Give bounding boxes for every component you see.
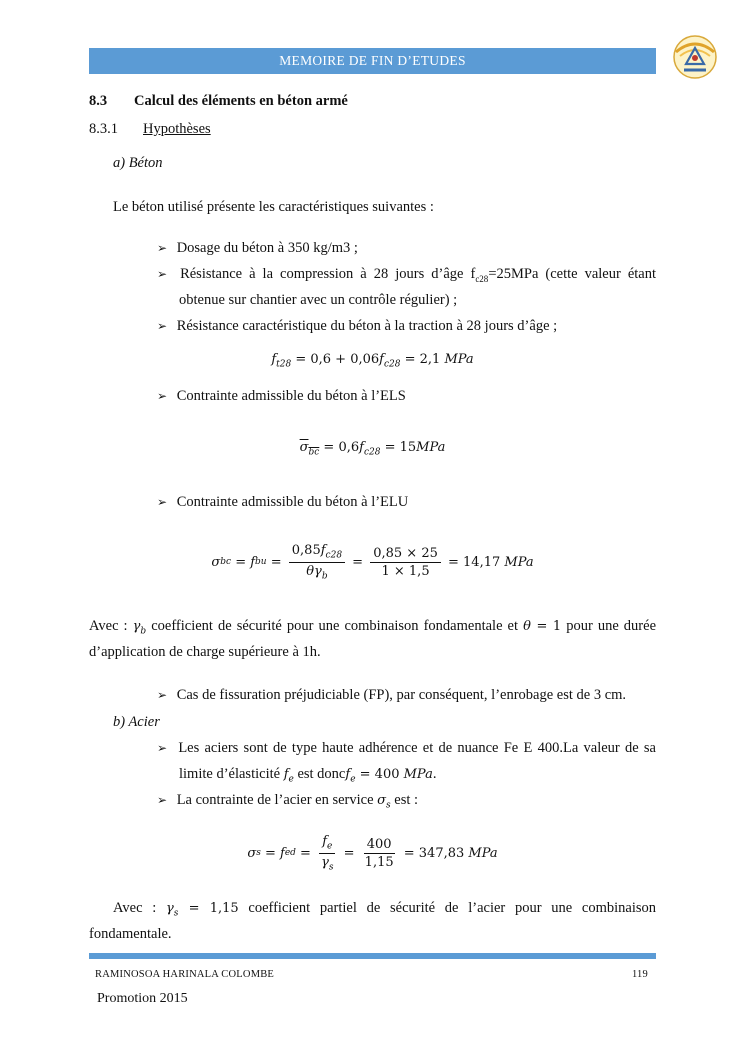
acier-bullet-1-line2 xyxy=(179,766,436,785)
acier-fe2-val: = 400 xyxy=(355,767,404,782)
beton-avec-c: pour une durée xyxy=(561,618,656,634)
beton-bullet-2-sub: c28 xyxy=(475,273,489,284)
beton-bullet-5 xyxy=(157,494,408,511)
subsection-number: 8.3.1 xyxy=(89,121,118,137)
eq-ft28-unit: MPa xyxy=(444,352,474,367)
eq-s-eq1: = xyxy=(260,845,281,861)
acier-avec-line1 xyxy=(113,900,656,919)
eq-elu-unit: MPa xyxy=(504,554,534,570)
beton-bullet-2 xyxy=(157,266,656,284)
beton-bullet-1 xyxy=(157,240,358,257)
acier-bullet-2-text-b: est : xyxy=(390,792,419,808)
beton-intro: Le béton utilisé présente les caractéristiques suivantes : xyxy=(113,199,434,215)
eq-elu-eq3: = xyxy=(348,554,368,570)
beton-avec-b: coefficient de sécurité pour une combinaison fondamentale et xyxy=(146,618,524,634)
eq-elu-lhs-sub: bc xyxy=(220,557,232,568)
equation-sigma-s xyxy=(0,834,745,872)
equation-sigma-elu xyxy=(0,543,745,581)
acier-bullet-2-text-a: La contrainte de l’acier en service xyxy=(176,792,378,808)
acier-avec-b: coefficient partiel de sécurité de l’acier pour une combinaison xyxy=(238,900,656,916)
beton-bullet-4-text: Contrainte admissible du béton à l’ELS xyxy=(176,388,406,404)
arrow-bullet-icon: ➢ xyxy=(157,241,168,255)
arrow-bullet-icon: ➢ xyxy=(157,267,168,281)
eq-s-unit: MPa xyxy=(468,845,498,861)
equation-ft28 xyxy=(0,352,745,370)
eq-elu-row xyxy=(211,543,533,581)
eq-ft28-f: f xyxy=(271,352,277,367)
beton-bullet-5-text: Contrainte admissible du béton à l’ELU xyxy=(176,494,409,510)
beton-avec-theta: θ xyxy=(523,619,531,634)
eq-elu-fraction-1 xyxy=(289,543,345,581)
acier-sigma: σ xyxy=(377,793,387,808)
beton-bullet-3-text: Résistance caractéristique du béton à la traction à 28 jours d’âge ; xyxy=(176,318,558,334)
eq-s-frac1-num: f xyxy=(322,834,328,849)
acier-fe2-sub: e xyxy=(350,774,356,785)
arrow-bullet-icon: ➢ xyxy=(157,793,168,807)
acier-avec-a: Avec : xyxy=(113,900,166,916)
acier-fe-math xyxy=(283,767,294,785)
eq-s-frac1-den-sub: s xyxy=(328,862,334,873)
eq-s-frac1-num-sub: e xyxy=(327,841,333,852)
arrow-bullet-icon: ➢ xyxy=(157,688,168,702)
beton-bullet-6-text: Cas de fissuration préjudiciable (FP), par conséquent, l’enrobage est de 3 cm. xyxy=(176,687,627,703)
eq-els-sigma-bar xyxy=(299,440,320,458)
eq-s-fed-sub: ed xyxy=(284,848,296,859)
eq-els-result: = 15 xyxy=(380,440,417,455)
beton-avec-gamma-math xyxy=(132,619,147,637)
beton-avec-a: Avec : xyxy=(89,618,133,634)
eq-ft28-rhs: = 0,6 + 0,06 xyxy=(291,352,380,367)
acier-fe2: f xyxy=(345,767,351,782)
acier-sigma-sub: s xyxy=(386,800,391,811)
eq-elu-fbu: f xyxy=(250,554,256,570)
acier-bullet-1-line2-b: est donc xyxy=(293,766,346,782)
section-number: 8.3 xyxy=(89,93,108,109)
eq-s-fraction-2 xyxy=(362,837,397,870)
eq-elu-frac2-num: 0,85 × 25 xyxy=(370,546,441,563)
beton-bullet-1-text: Dosage du béton à 350 kg/m3 ; xyxy=(176,240,358,256)
acier-bullet-2 xyxy=(157,792,418,811)
eq-els-unit: MPa xyxy=(416,440,446,455)
beton-bullet-3 xyxy=(157,318,557,335)
equation-sigma-els xyxy=(0,440,745,458)
acier-sigma-math xyxy=(377,793,391,811)
beton-avec-gamma: γ xyxy=(132,619,141,634)
footer-promotion: Promotion 2015 xyxy=(97,991,188,1006)
eq-ft28-sub: t28 xyxy=(276,359,292,370)
eq-elu-frac1-den: θγ xyxy=(306,563,322,579)
eq-s-frac2-den: 1,15 xyxy=(364,854,394,870)
eq-ft28-result: = 2,1 xyxy=(400,352,445,367)
eq-elu-fraction-2 xyxy=(370,546,441,579)
beton-heading: a) Béton xyxy=(113,155,163,171)
beton-avec-theta-eq: = 1 xyxy=(530,619,562,634)
acier-heading: b) Acier xyxy=(113,714,160,730)
eq-elu-frac1-num-sub: c28 xyxy=(325,550,343,561)
arrow-bullet-icon: ➢ xyxy=(157,495,168,509)
eq-elu-frac1-den-sub: b xyxy=(321,571,328,582)
beton-bullet-2-text-b: =25MPa (cette valeur étant xyxy=(488,266,657,282)
arrow-bullet-icon: ➢ xyxy=(157,741,168,755)
acier-fe-sub: e xyxy=(288,774,294,785)
eq-s-frac2-num: 400 xyxy=(364,837,395,854)
eq-els-sub: bc xyxy=(308,447,320,458)
arrow-bullet-icon: ➢ xyxy=(157,389,168,403)
eq-s-lhs: σ xyxy=(247,845,257,861)
eq-elu-eq2: = xyxy=(266,554,286,570)
subsection-title: Hypothèses xyxy=(143,121,211,137)
eq-s-lhs-sub: s xyxy=(256,848,261,859)
eq-els-sigma: σ xyxy=(299,440,309,455)
beton-avec-line2: d’application de charge supérieure à 1h. xyxy=(89,644,321,660)
arrow-bullet-icon: ➢ xyxy=(157,319,168,333)
acier-fe2-math xyxy=(345,767,433,785)
footer-author: RAMINOSOA HARINALA COLOMBE xyxy=(95,969,275,980)
eq-elu-fbu-sub: bu xyxy=(255,557,267,568)
beton-bullet-2-text-a: Résistance à la compression à 28 jours d’âge f xyxy=(180,266,476,282)
beton-bullet-6 xyxy=(157,687,626,704)
beton-avec-theta-math xyxy=(523,619,561,634)
eq-s-eq2: = xyxy=(295,845,316,861)
header-bar xyxy=(89,48,656,74)
acier-avec-gamma-sub: s xyxy=(173,908,179,919)
beton-avec-line1 xyxy=(89,618,656,637)
university-logo-icon xyxy=(672,34,718,80)
eq-s-result: = 347,83 xyxy=(399,845,469,861)
acier-bullet-1-line2-a: limite d’élasticité xyxy=(179,766,284,782)
eq-elu-frac1-num: 0,85 xyxy=(291,543,321,558)
eq-elu-frac2-den: 1 × 1,5 xyxy=(381,563,430,579)
header-title: MEMOIRE DE FIN D’ETUDES xyxy=(279,53,466,68)
eq-ft28-sub2: c28 xyxy=(383,359,401,370)
beton-avec-gamma-sub: b xyxy=(140,626,147,637)
acier-bullet-1 xyxy=(157,740,656,757)
section-title: Calcul des éléments en béton armé xyxy=(134,93,348,109)
eq-elu-result: = 14,17 xyxy=(443,554,505,570)
acier-fe: f xyxy=(283,767,289,782)
eq-els-sub2: c28 xyxy=(363,447,381,458)
footer-bar xyxy=(89,953,656,959)
eq-s-row xyxy=(247,834,497,872)
eq-ft28-f2: f xyxy=(379,352,384,367)
eq-s-frac1-den: γ xyxy=(321,854,329,870)
eq-s-fraction-1 xyxy=(318,834,336,872)
acier-avec-eq: = 1,15 xyxy=(178,901,239,916)
eq-s-eq3: = xyxy=(339,845,359,861)
beton-bullet-2-line2: obtenue sur chantier avec un contrôle régulier) ; xyxy=(179,292,458,308)
eq-elu-eq1: = xyxy=(231,554,251,570)
acier-avec-line2: fondamentale. xyxy=(89,926,172,942)
eq-els-f: f xyxy=(359,440,364,455)
eq-s-fed: f xyxy=(280,845,285,861)
footer-page-number: 119 xyxy=(632,969,648,980)
eq-elu-frac1-num-f: f xyxy=(320,543,326,558)
eq-elu-lhs: σ xyxy=(211,554,221,570)
beton-bullet-4 xyxy=(157,388,406,405)
acier-avec-gamma: γ xyxy=(165,901,174,916)
acier-bullet-1-line1: Les aciers sont de type haute adhérence et de nuance Fe E 400.La valeur de sa xyxy=(178,740,656,756)
eq-els-rhs: = 0,6 xyxy=(319,440,360,455)
acier-bullet-1-end: . xyxy=(432,766,437,782)
acier-avec-gamma-math xyxy=(165,901,239,919)
acier-fe2-unit: MPa xyxy=(403,767,433,782)
